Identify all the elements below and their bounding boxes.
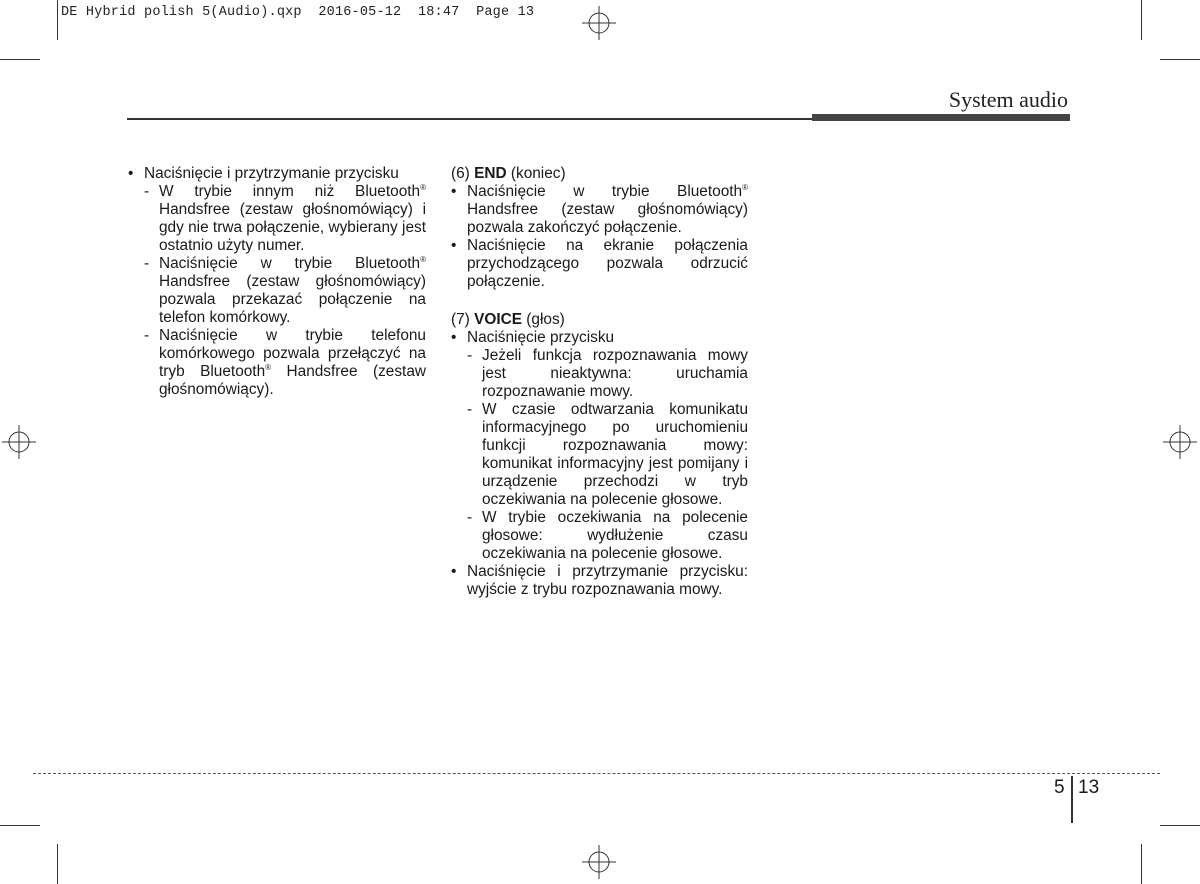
section-title: System audio — [948, 87, 1068, 112]
registered-mark: ® — [420, 255, 426, 264]
header-rule-accent — [812, 114, 1070, 121]
crop-mark — [57, 0, 58, 40]
sub-item — [128, 327, 426, 399]
bullet: • — [451, 237, 457, 254]
sub-item-text: W trybie innym niż Bluetooth — [159, 183, 421, 200]
dash: - — [144, 255, 150, 272]
page-number: 13 — [1078, 777, 1100, 798]
list-item — [451, 563, 748, 599]
footer-divider — [33, 773, 1160, 774]
registered-mark: ® — [265, 363, 272, 372]
list-item — [451, 237, 748, 291]
heading-suffix: (koniec) — [506, 165, 566, 182]
print-slug: DE Hybrid polish 5(Audio).qxp 2016-05-12 18:47 Page 13 — [61, 5, 535, 20]
sub-item — [451, 347, 748, 401]
end-label: END — [474, 165, 507, 182]
list-item — [451, 183, 748, 237]
dash: - — [467, 347, 473, 364]
crop-mark — [1160, 59, 1200, 60]
bullet: • — [451, 563, 457, 580]
dash: - — [467, 401, 473, 418]
heading-number: (7) — [451, 311, 475, 328]
dash: - — [467, 509, 473, 526]
chapter-number: 5 — [1054, 777, 1065, 798]
registration-mark-icon — [582, 6, 616, 40]
sub-item — [451, 401, 748, 509]
registration-mark-icon — [2, 425, 36, 459]
voice-label: VOICE — [474, 311, 522, 328]
dash: - — [144, 327, 150, 344]
sub-item-text: Handsfree (zestaw głośnomówiący). — [159, 363, 427, 398]
list-item-text-part: Naciśnięcie w trybie Bluetooth — [467, 183, 743, 200]
sub-item-text: W czasie odtwarzania komunikatu informacyjnego po uruchomieniu funkcji rozpoznawania mowy: komunikat informacyjny jest pomijany i urządzenie przechodzi w tryb oczekiwania na polecenie głosowe. — [482, 401, 748, 508]
sub-item-text: Naciśnięcie w trybie telefonu komórkowego pozwala przełączyć na tryb Bluetooth — [159, 327, 426, 380]
sub-item-text: Handsfree (zestaw głośnomówiący) i gdy nie trwa połączenie, wybierany jest ostatnio użyty numer. — [159, 201, 426, 254]
registration-mark-icon — [582, 845, 616, 879]
sub-item — [128, 255, 426, 327]
bullet: • — [128, 165, 134, 182]
sub-item-text: Jeżeli funkcja rozpoznawania mowy jest nieaktywna: uruchamia rozpoznawanie mowy. — [482, 347, 748, 400]
list-item — [451, 329, 748, 347]
list-item-text: Naciśnięcie na ekranie połączenia przychodzącego pozwala odrzucić połączenie. — [467, 237, 748, 290]
crop-mark — [1160, 825, 1200, 826]
left-column — [128, 165, 426, 399]
right-column — [451, 165, 748, 599]
heading-suffix: (głos) — [522, 311, 565, 328]
list-item-text: Naciśnięcie i przytrzymanie przycisku: wyjście z trybu rozpoznawania mowy. — [467, 563, 748, 598]
sub-item-text: W trybie oczekiwania na polecenie głosowe: wydłużenie czasu oczekiwania na polecenie głosowe. — [482, 509, 748, 562]
bullet: • — [451, 183, 457, 200]
list-item-text: Naciśnięcie i przytrzymanie przycisku — [144, 165, 399, 182]
sub-item — [128, 183, 426, 255]
list-item — [128, 165, 426, 183]
crop-mark — [1141, 844, 1142, 884]
sub-item-text: Naciśnięcie w trybie Bluetooth — [159, 255, 421, 272]
header-rule — [127, 118, 812, 120]
crop-mark — [0, 59, 40, 60]
list-item-text — [467, 183, 748, 237]
crop-mark — [57, 844, 58, 884]
dash: - — [144, 183, 150, 200]
bullet: • — [451, 329, 457, 346]
sub-item-text: Handsfree (zestaw głośnomówiący) pozwala przekazać połączenie na telefon komórkowy. — [159, 273, 426, 326]
end-heading — [451, 165, 748, 183]
voice-heading — [451, 311, 748, 329]
spacer — [451, 291, 748, 311]
registration-mark-icon — [1163, 425, 1197, 459]
registered-mark: ® — [742, 183, 748, 192]
crop-mark — [1141, 0, 1142, 40]
sub-item — [451, 509, 748, 563]
registered-mark: ® — [420, 183, 426, 192]
crop-mark — [0, 825, 40, 826]
folio-separator — [1071, 776, 1073, 823]
list-item-text: Naciśnięcie przycisku — [467, 329, 615, 346]
heading-number: (6) — [451, 165, 475, 182]
list-item-text-part: Handsfree (zestaw głośnomówiący) pozwala zakończyć połączenie. — [467, 201, 748, 236]
